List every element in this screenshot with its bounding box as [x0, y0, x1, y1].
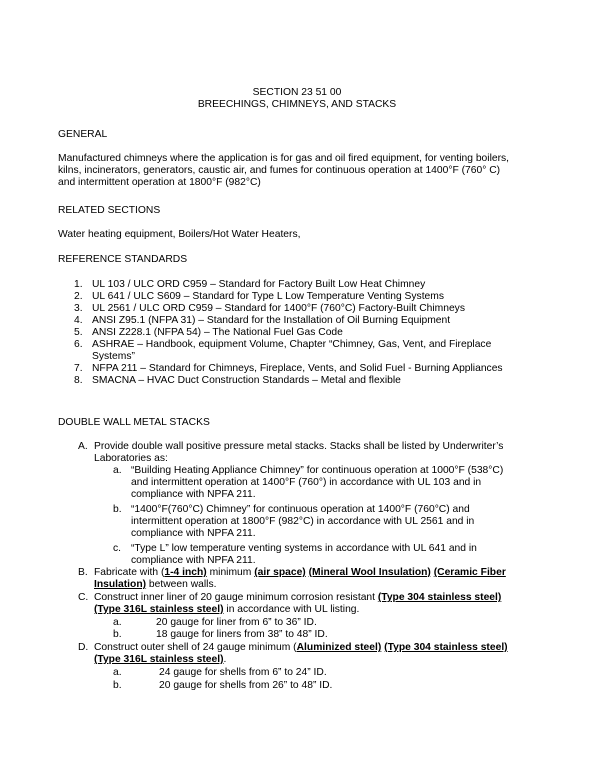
- general-line: and intermittent operation at 1800°F (982°C): [58, 177, 261, 188]
- item-d-sub-b-text: 20 gauge for shells from 26” to 48” ID.: [159, 680, 333, 691]
- item-a: A. Provide double wall positive pressure metal stacks. Stacks shall be listed by Underwriter’s Laboratories as:: [78, 441, 504, 464]
- section-title: BREECHINGS, CHIMNEYS, AND STACKS: [197, 99, 397, 110]
- stacks-heading: DOUBLE WALL METAL STACKS: [58, 417, 210, 428]
- item-d-sub-a-text: 24 gauge for shells from 6” to 24” ID.: [159, 667, 327, 678]
- general-line: kilns, incinerators, generators, caustic air, and fumes for continuous operation at 1400°F (760° C): [58, 165, 501, 176]
- list-item: 8. SMACNA – HVAC Duct Construction Standards – Metal and flexible: [74, 375, 401, 386]
- list-item: 3. UL 2561 / ULC ORD C959 – Standard for 1400°F (760°C) Factory-Built Chimneys: [74, 303, 465, 314]
- item-a-sub-a: a. “Building Heating Appliance Chimney” for continuous operation at 1000°F (538°C) and intermittent operation at 1400°F (760°) in accordance with UL 103 and in compliance with NPFA 211.: [113, 465, 504, 500]
- item-d-sub-b: b.: [113, 680, 122, 691]
- item-a-sub-b: b. “1400°F(760°C) Chimney” for continuous operation at 1400°F (760°C) and intermittent operation at 1800°F (982°C) in accordance with UL 2561 and in compliance with NPFA 211.: [113, 504, 475, 539]
- general-heading: GENERAL: [58, 129, 108, 140]
- list-item: 7. NFPA 211 – Standard for Chimneys, Fireplace, Vents, and Solid Fuel - Burning Appliances: [74, 363, 503, 374]
- list-item: 6. ASHRAE – Handbook, equipment Volume, Chapter “Chimney, Gas, Vent, and Fireplace Systems”: [74, 339, 492, 362]
- references-heading: REFERENCE STANDARDS: [58, 254, 188, 265]
- reference-list: [58, 279, 548, 387]
- general-paragraph: [58, 153, 548, 189]
- item-c-sub-a: a.: [113, 617, 122, 628]
- item-b: B. Fabricate with (1-4 inch) minimum (air space) (Mineral Wool Insulation) (Ceramic Fiber Insulation) between walls.: [78, 567, 506, 590]
- list-item: 4. ANSI Z95.1 (NFPA 31) – Standard for the Installation of Oil Burning Equipment: [74, 315, 451, 326]
- list-item: 5. ANSI Z228.1 (NFPA 54) – The National Fuel Gas Code: [74, 327, 343, 338]
- item-c-sub-a-text: 20 gauge for liner from 6” to 36” ID.: [156, 617, 317, 628]
- item-c-sub-b-text: 18 gauge for liners from 38” to 48” ID.: [156, 629, 328, 640]
- list-item: 1. UL 103 / ULC ORD C959 – Standard for Factory Built Low Heat Chimney: [74, 279, 426, 290]
- item-c: C. Construct inner liner of 20 gauge minimum corrosion resistant (Type 304 stainless steel) (Type 316L stainless steel) in accordance with UL listing.: [78, 592, 502, 615]
- list-item: 2. UL 641 / ULC S609 – Standard for Type L Low Temperature Venting Systems: [74, 291, 445, 302]
- item-d: D. Construct outer shell of 24 gauge minimum (Aluminized steel) (Type 304 stainless steel) (Type 316L stainless steel).: [78, 642, 508, 665]
- item-a-sub-c: c. “Type L” low temperature venting systems in accordance with UL 641 and in compliance with NPFA 211.: [113, 543, 477, 566]
- related-heading: RELATED SECTIONS: [58, 205, 161, 216]
- item-d-sub-a: a.: [113, 667, 122, 678]
- general-line: Manufactured chimneys where the application is for gas and oil fired equipment, for venting boilers,: [58, 153, 510, 164]
- related-text: Water heating equipment, Boilers/Hot Water Heaters,: [58, 229, 301, 240]
- section-number: SECTION 23 51 00: [252, 87, 342, 98]
- item-c-sub-b: b.: [113, 629, 122, 640]
